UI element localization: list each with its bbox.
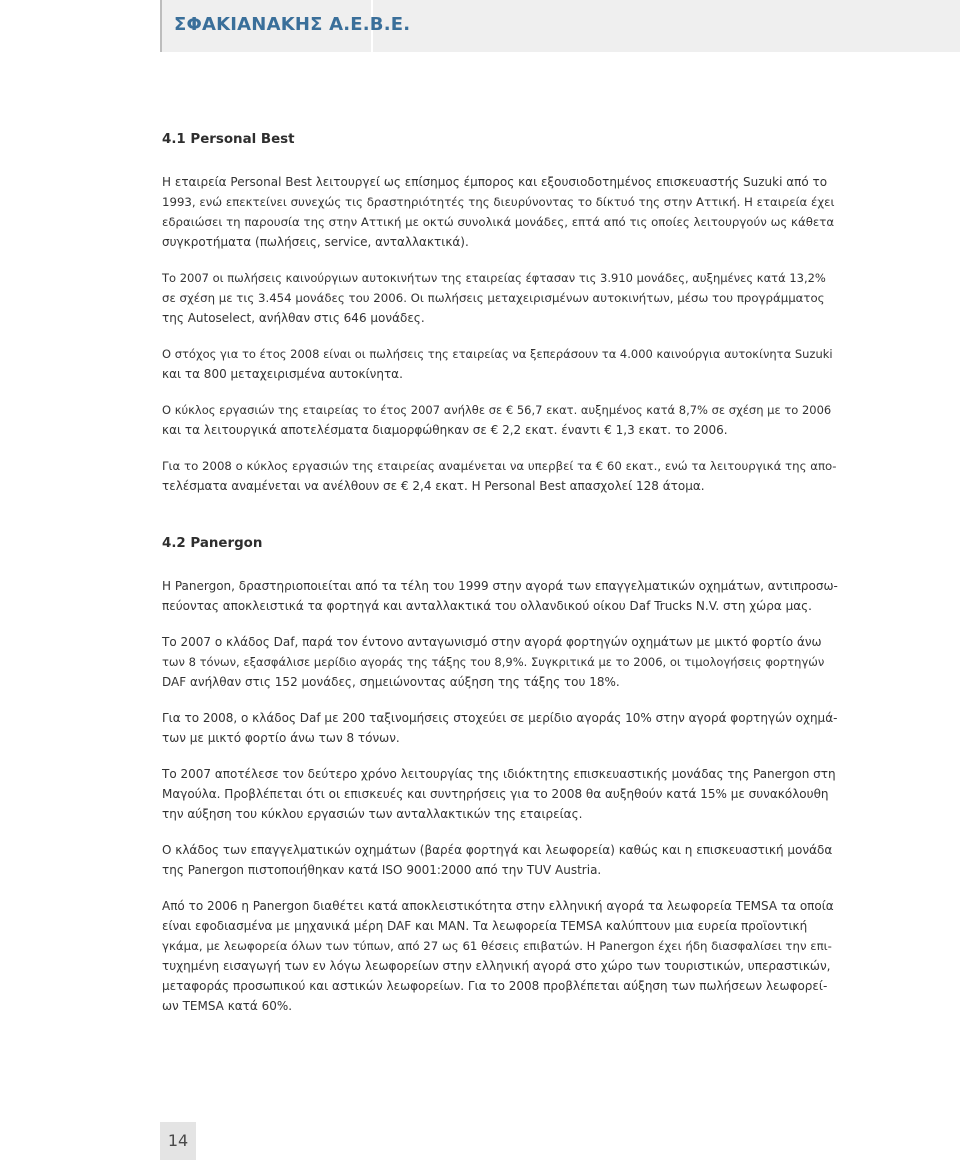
text-line: Το 2007 οι πωλήσεις καινούργιων αυτοκινήτων της εταιρείας έφτασαν τις 3.910 μονάδες, αυξημένες κατά 13,2% (162, 271, 826, 285)
paragraph (162, 400, 838, 440)
text-line: και τα 800 μεταχειρισμένα αυτοκίνητα. (162, 367, 403, 381)
text-line: είναι εφοδιασμένα με μηχανικά μέρη DAF και MAN. Τα λεωφορεία TEMSA καλύπτουν μια ευρεία προϊοντική (162, 919, 808, 933)
section-title: 4.1 Personal Best (162, 132, 295, 147)
text-line: Από το 2006 η Panergon διαθέτει κατά αποκλειστικότητα στην ελληνική αγορά τα λεωφορεία TEMSA τα οποία (162, 899, 834, 913)
text-line: των 8 τόνων, εξασφάλισε μερίδιο αγοράς της τάξης του 8,9%. Συγκριτικά με το 2006, οι τιμολογήσεις φορτηγών (162, 655, 825, 669)
text-line: των με μικτό φορτίο άνω των 8 τόνων. (162, 731, 400, 745)
text-line: την αύξηση του κύκλου εργασιών των ανταλλακτικών της εταιρείας. (162, 807, 583, 821)
text-line: Μαγούλα. Προβλέπεται ότι οι επισκευές και συντηρήσεις για το 2008 θα αυξηθούν κατά 15% με συνακόλουθη (162, 787, 829, 801)
paragraph (162, 344, 838, 384)
text-line: Για το 2008, ο κλάδος Daf με 200 ταξινομήσεις στοχεύει σε μερίδιο αγοράς 10% στην αγορά φορτηγών οχημά- (162, 711, 838, 725)
text-line: τελέσματα αναμένεται να ανέλθουν σε € 2,4 εκατ. Η Personal Best απασχολεί 128 άτομα. (162, 479, 705, 493)
text-line: Ο κλάδος των επαγγελματικών οχημάτων (βαρέα φορτηγά και λεωφορεία) καθώς και η επισκευαστική μονάδα (162, 843, 833, 857)
company-title: ΣΦΑΚΙΑΝΑΚΗΣ Α.Ε.Β.Ε. (174, 14, 411, 35)
text-line: συγκροτήματα (πωλήσεις, service, ανταλλακτικά). (162, 235, 469, 249)
text-line: γκάμα, με λεωφορεία όλων των τύπων, από 27 ως 61 θέσεις επιβατών. Η Panergon έχει ήδη διασφαλίσει την επι- (162, 939, 832, 953)
text-line: εδραιώσει τη παρουσία της στην Αττική με οκτώ συνολικά μονάδες, επτά από τις οποίες λειτουργούν ως κάθετα (162, 215, 835, 229)
paragraph (162, 576, 838, 616)
text-line: Το 2007 ο κλάδος Daf, παρά τον έντονο ανταγωνισμό στην αγορά φορτηγών οχημάτων με μικτό φορτίο άνω (162, 635, 822, 649)
paragraph (162, 632, 838, 692)
paragraph (162, 840, 838, 880)
document-body (162, 130, 838, 1016)
section-title: 4.2 Panergon (162, 536, 263, 551)
text-line: πεύοντας αποκλειστικά τα φορτηγά και ανταλλακτικά του ολλανδικού οίκου Daf Trucks N.V. στη χώρα μας. (162, 599, 812, 613)
text-line: Η εταιρεία Personal Best λειτουργεί ως επίσημος έμπορος και εξουσιοδοτημένος επισκευαστής Suzuki από το (162, 175, 828, 189)
paragraph (162, 268, 838, 328)
text-line: σε σχέση με τις 3.454 μονάδες του 2006. Οι πωλήσεις μεταχειρισμένων αυτοκινήτων, μέσω του προγράμματος (162, 291, 825, 305)
paragraph (162, 896, 838, 1016)
page-number: 14 (167, 1131, 189, 1150)
paragraph (162, 456, 838, 496)
paragraph (162, 172, 838, 252)
text-line: και τα λειτουργικά αποτελέσματα διαμορφώθηκαν σε € 2,2 εκατ. έναντι € 1,3 εκατ. το 2006. (162, 423, 728, 437)
text-line: τυχημένη εισαγωγή των εν λόγω λεωφορείων στην ελληνική αγορά στο χώρο των τουριστικών, υπεραστικών, (162, 959, 831, 973)
header-divider (160, 0, 162, 52)
paragraph (162, 764, 838, 824)
text-line: της Autoselect, ανήλθαν στις 646 μονάδες. (162, 311, 425, 325)
text-line: Για το 2008 ο κύκλος εργασιών της εταιρείας αναμένεται να υπερβεί τα € 60 εκατ., ενώ τα λειτουργικά της απο- (162, 459, 837, 473)
paragraph (162, 708, 838, 748)
text-line: Ο κύκλος εργασιών της εταιρείας το έτος 2007 ανήλθε σε € 56,7 εκατ. αυξημένος κατά 8,7% σε σχέση με το 2006 (162, 403, 832, 417)
text-line: μεταφοράς προσωπικού και αστικών λεωφορείων. Για το 2008 προβλέπεται αύξηση των πωλήσεων λεωφορεί- (162, 979, 828, 993)
text-line: 1993, ενώ επεκτείνει συνεχώς τις δραστηριότητές της διευρύνοντας το δίκτυό της στην Αττική. Η εταιρεία έχει (162, 195, 835, 209)
page-number-box (160, 1122, 196, 1160)
text-line: Ο στόχος για το έτος 2008 είναι οι πωλήσεις της εταιρείας να ξεπεράσουν τα 4.000 καινούργια αυτοκίνητα Suzuki (162, 347, 833, 361)
text-line: της Panergon πιστοποιήθηκαν κατά ISO 9001:2000 από την TUV Austria. (162, 863, 602, 877)
text-line: Το 2007 αποτέλεσε τον δεύτερο χρόνο λειτουργίας της ιδιόκτητης επισκευαστικής μονάδας της Panergon στη (162, 767, 836, 781)
text-line: Η Panergon, δραστηριοποιείται από τα τέλη του 1999 στην αγορά των επαγγελματικών οχημάτων, αντιπροσω- (162, 579, 838, 593)
text-line: DAF ανήλθαν στις 152 μονάδες, σημειώνοντας αύξηση της τάξης του 18%. (162, 675, 620, 689)
text-line: ων TEMSA κατά 60%. (162, 999, 293, 1013)
